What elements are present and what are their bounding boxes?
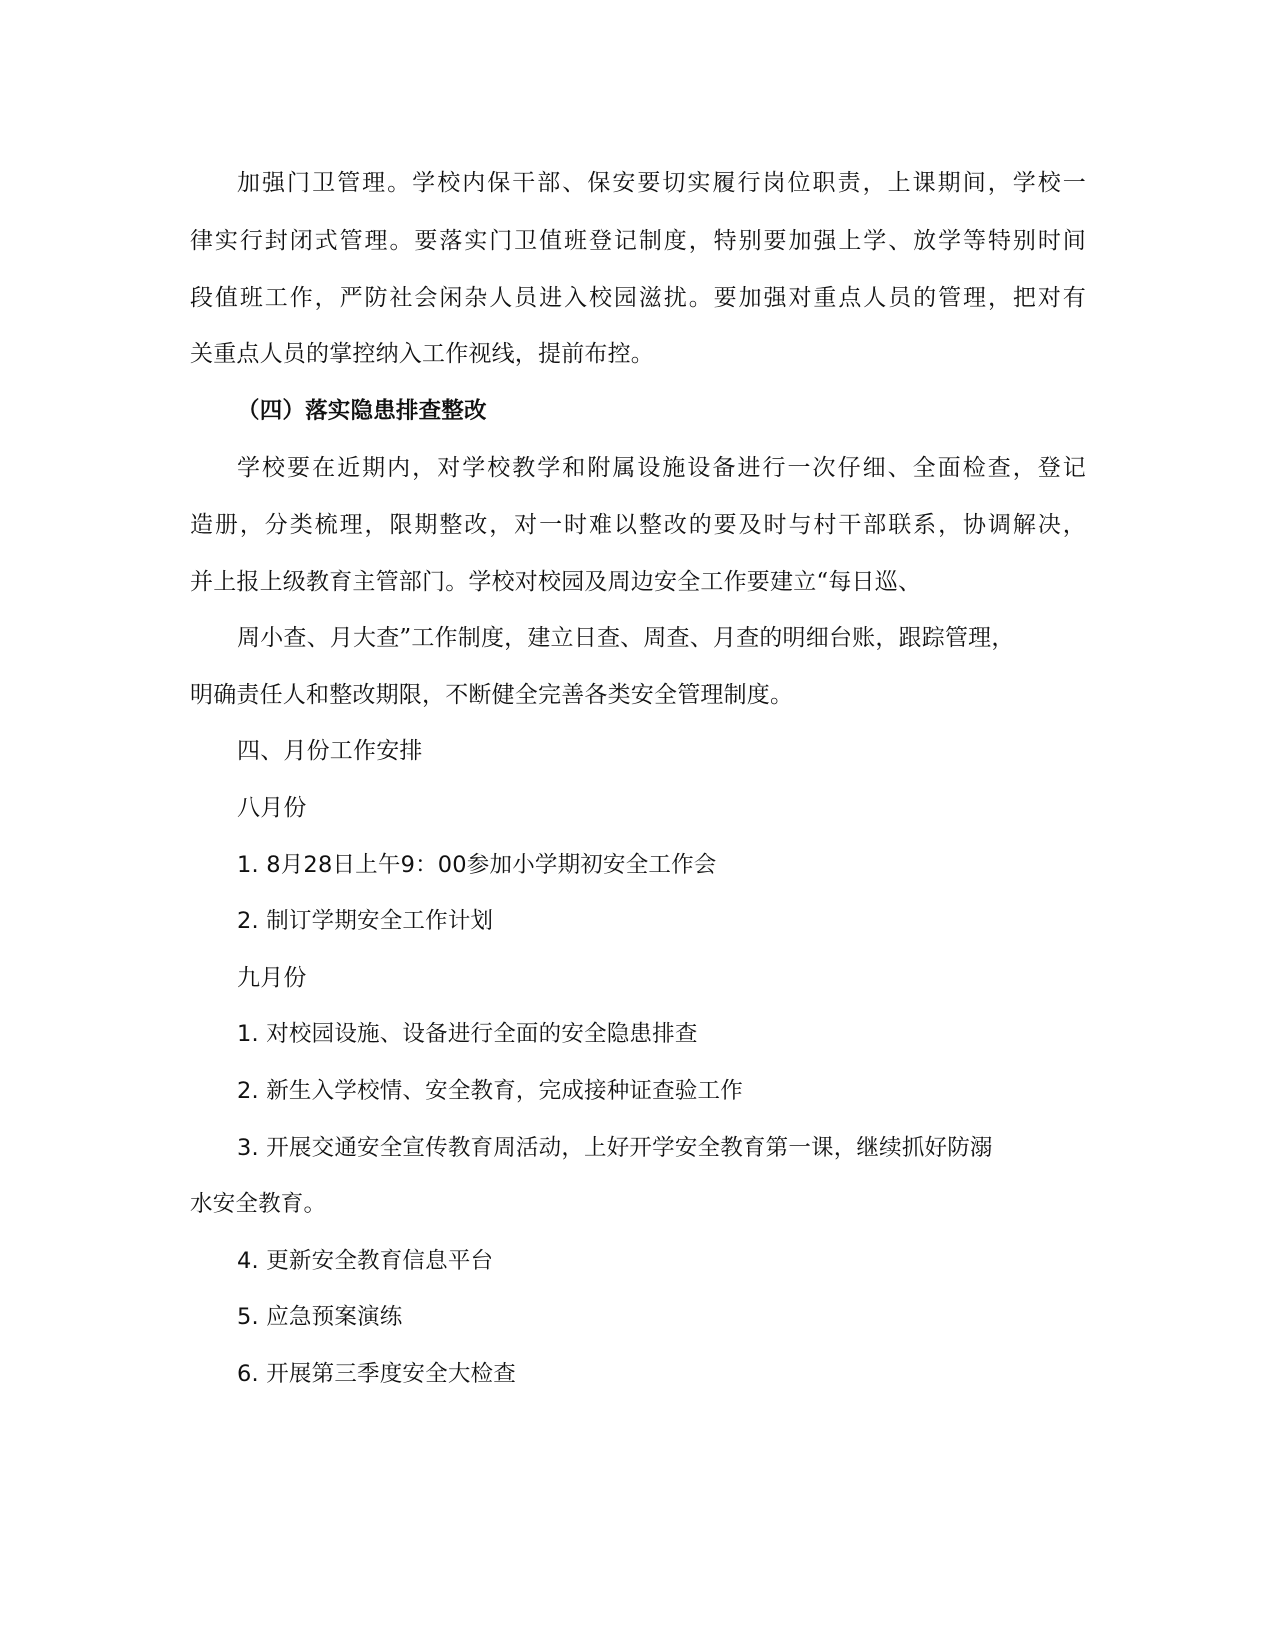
paragraph-line: 关重点人员的掌控纳入工作视线，提前布控。	[190, 341, 654, 367]
paragraph-line: 并上报上级教育主管部门。学校对校园及周边安全工作要建立“每日巡、	[190, 569, 922, 595]
paragraph-line: 律实行封闭式管理。要落实门卫值班登记制度，特别要加强上学、放学等特别时间	[190, 228, 1086, 254]
list-item: 4. 更新安全教育信息平台	[237, 1248, 494, 1274]
paragraph-line: 造册，分类梳理，限期整改，对一时难以整改的要及时与村干部联系，协调解决，	[190, 512, 1086, 538]
plan-heading: 四、月份工作安排	[237, 738, 423, 764]
list-item: 5. 应急预案演练	[237, 1304, 403, 1330]
paragraph-line: 段值班工作，严防社会闲杂人员进入校园滋扰。要加强对重点人员的管理，把对有	[190, 285, 1086, 311]
paragraph-line: 加强门卫管理。学校内保干部、保安要切实履行岗位职责，上课期间，学校一	[237, 170, 1086, 196]
paragraph-line: 学校要在近期内，对学校教学和附属设施设备进行一次仔细、全面检查，登记	[237, 455, 1086, 481]
paragraph-line: 周小查、月大查”工作制度，建立日查、周查、月查的明细台账，跟踪管理，	[237, 625, 1015, 651]
month-title-august: 八月份	[237, 795, 307, 821]
list-item-continuation: 水安全教育。	[190, 1191, 327, 1217]
list-item: 3. 开展交通安全宣传教育周活动，上好开学安全教育第一课，继续抓好防溺	[237, 1135, 993, 1161]
list-item: 6. 开展第三季度安全大检查	[237, 1361, 516, 1387]
list-item: 1. 8月28日上午9：00参加小学期初安全工作会	[237, 852, 717, 878]
section-heading: （四）落实隐患排查整改	[237, 398, 487, 424]
month-title-september: 九月份	[237, 965, 307, 991]
paragraph-line: 明确责任人和整改期限，不断健全完善各类安全管理制度。	[190, 682, 794, 708]
list-item: 1. 对校园设施、设备进行全面的安全隐患排查	[237, 1021, 698, 1047]
list-item: 2. 新生入学校情、安全教育，完成接种证查验工作	[237, 1078, 743, 1104]
list-item: 2. 制订学期安全工作计划	[237, 908, 494, 934]
